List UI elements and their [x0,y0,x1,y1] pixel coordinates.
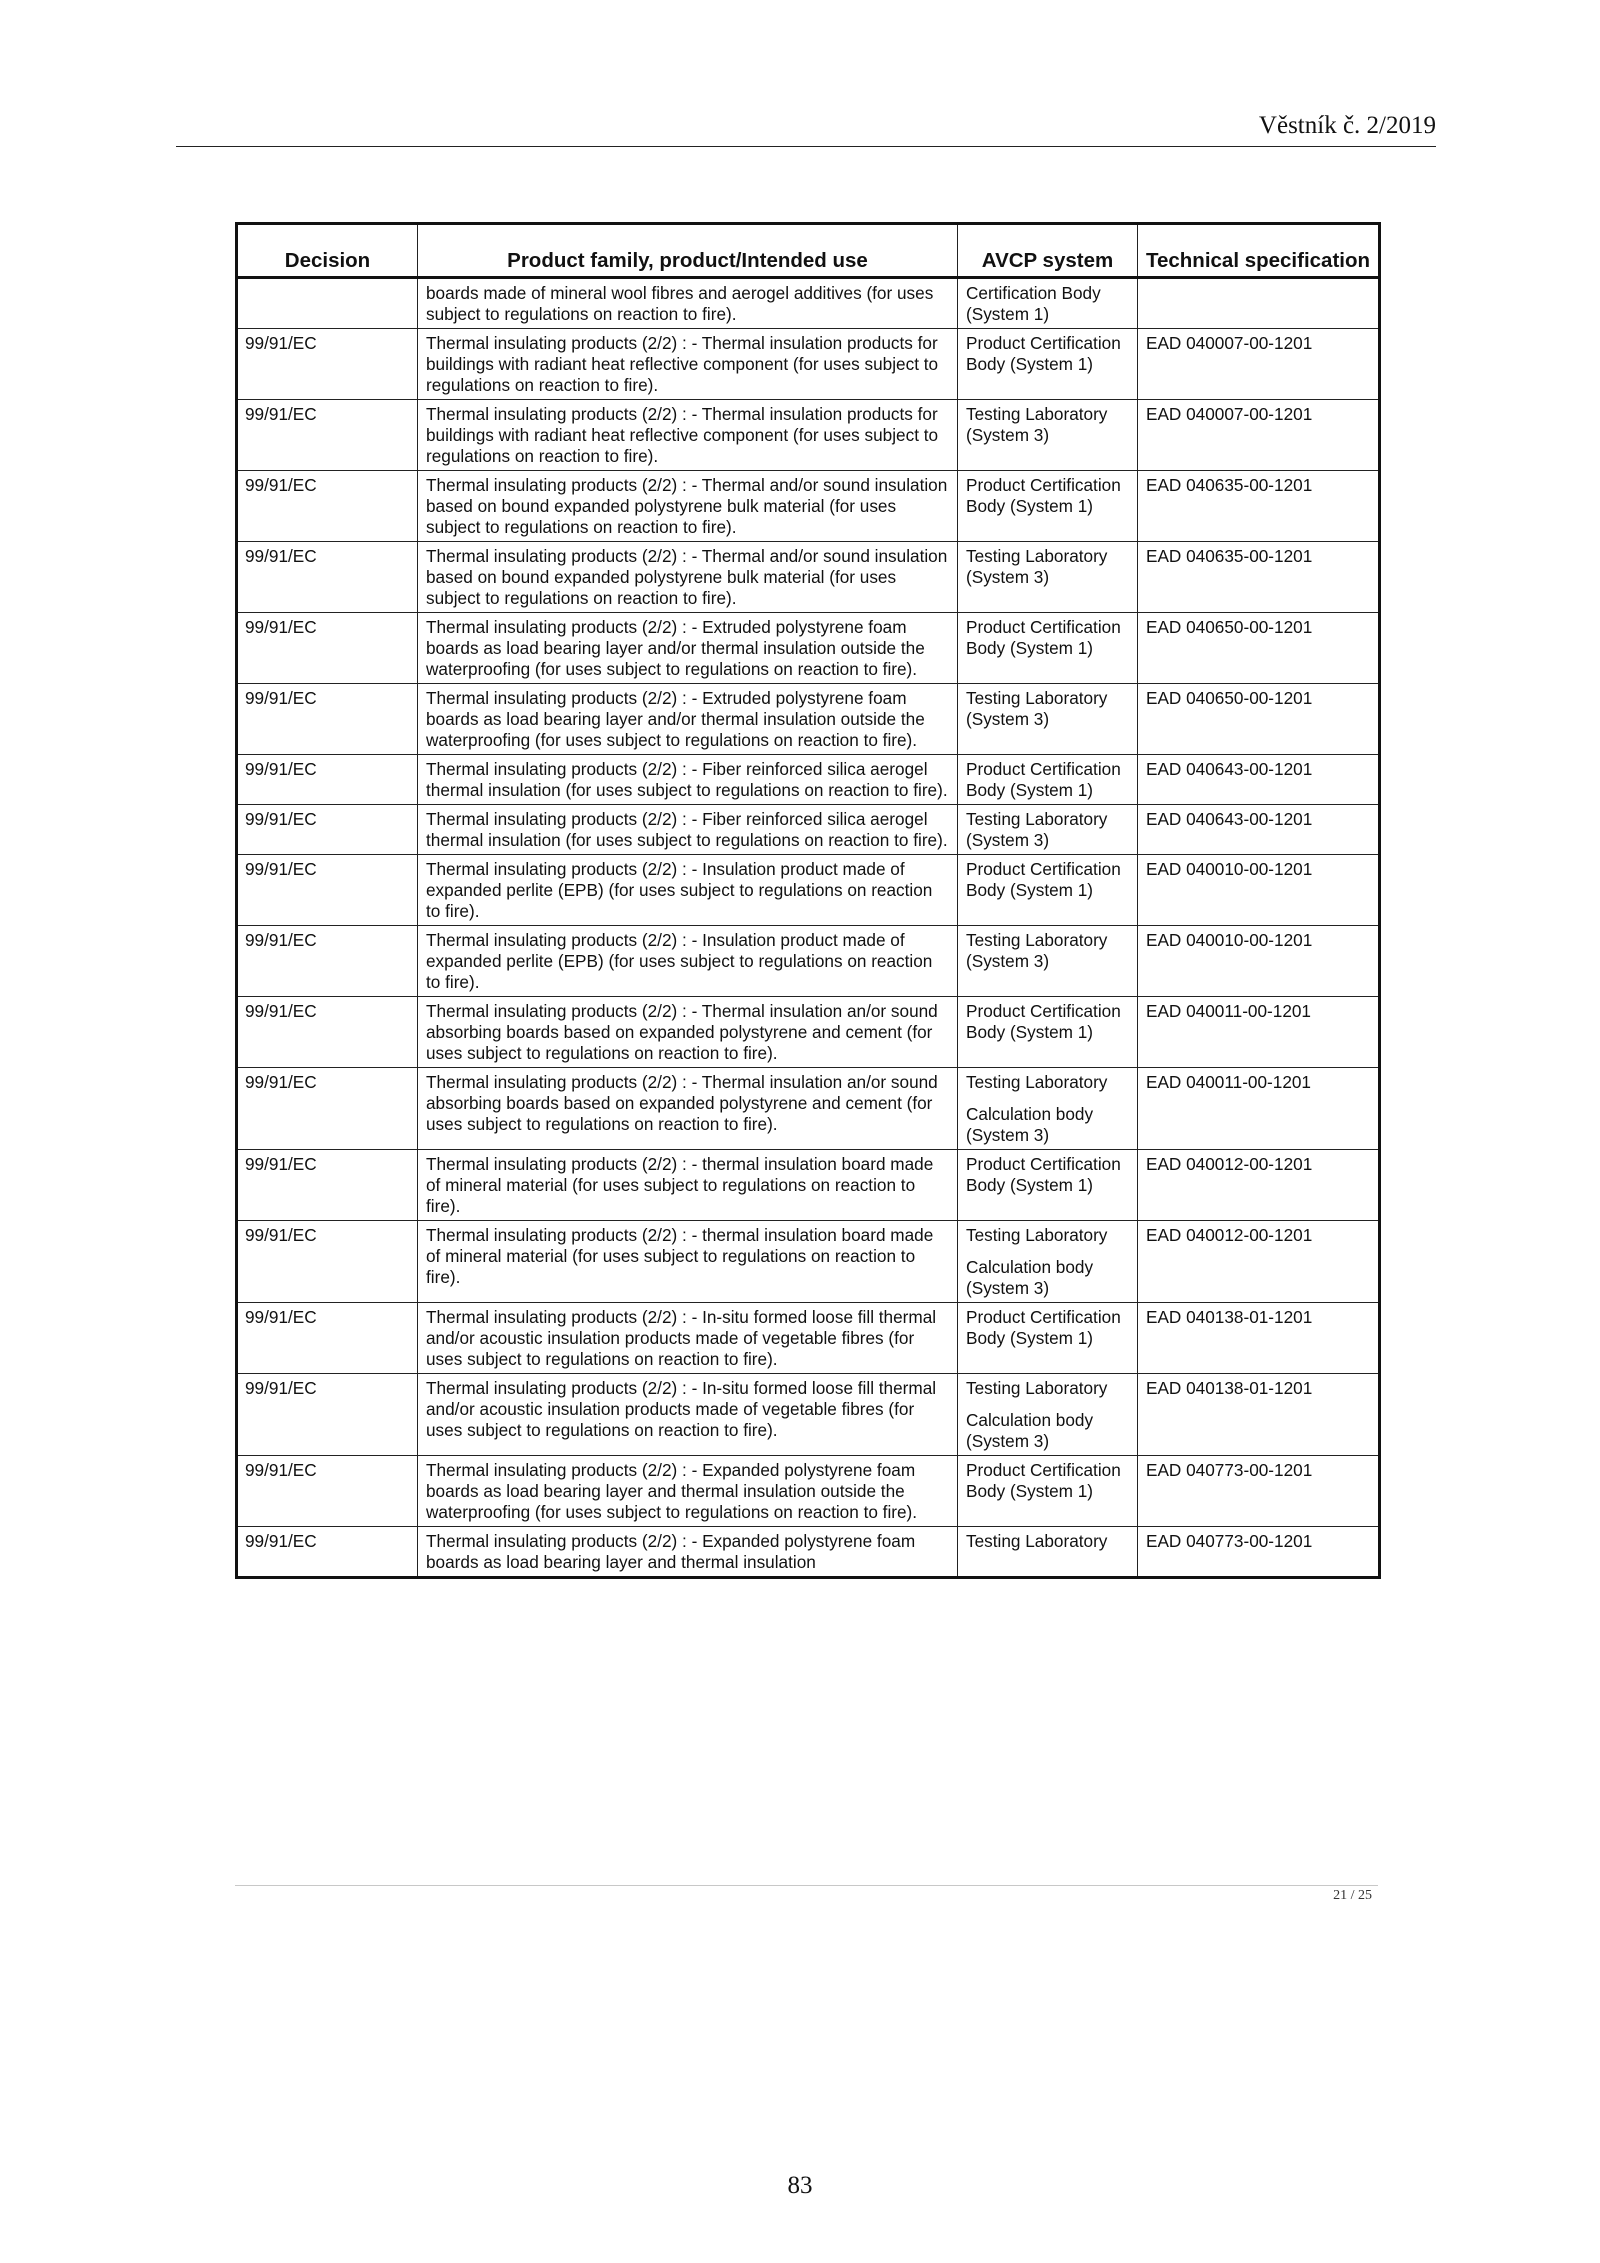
decision-cell: 99/91/EC [237,400,418,471]
column-header-decision: Decision [237,224,418,278]
avcp-cell [958,1303,1138,1374]
avcp-text: Testing Laboratory (System 3) [966,546,1108,587]
decision-cell: 99/91/EC [237,1068,418,1150]
product-cell: Thermal insulating products (2/2) : - Thermal insulation an/or sound absorbing boards based on expanded polystyrene and cement (for uses subject to regulations on reaction to fire). [418,997,958,1068]
table-row [237,997,1380,1068]
avcp-cell [958,1527,1138,1578]
avcp-text: Product Certification Body (System 1) [966,617,1121,658]
avcp-cell [958,926,1138,997]
product-cell: Thermal insulating products (2/2) : - Thermal and/or sound insulation based on bound expanded polystyrene bulk material (for uses subject to regulations on reaction to fire). [418,542,958,613]
product-cell: Thermal insulating products (2/2) : - Insulation product made of expanded perlite (EPB) (for uses subject to regulations on reaction to fire). [418,926,958,997]
avcp-text: Calculation body (System 3) [966,1104,1094,1145]
product-cell: Thermal insulating products (2/2) : - Expanded polystyrene foam boards as load bearing layer and thermal insulation [418,1527,958,1578]
avcp-cell [958,1221,1138,1303]
decision-cell: 99/91/EC [237,997,418,1068]
spec-cell: EAD 040138-01-1201 [1138,1303,1380,1374]
column-header-avcp: AVCP system [958,224,1138,278]
avcp-text: Testing Laboratory [966,1072,1108,1092]
table-row [237,471,1380,542]
table-row [237,684,1380,755]
table-row [237,400,1380,471]
product-cell: Thermal insulating products (2/2) : - In-situ formed loose fill thermal and/or acoustic insulation products made of vegetable fibres (for uses subject to regulations on reaction to fire). [418,1303,958,1374]
avcp-cell [958,805,1138,855]
column-header-spec: Technical specification [1138,224,1380,278]
decision-cell: 99/91/EC [237,1221,418,1303]
avcp-text: Certification Body (System 1) [966,283,1101,324]
specification-table [235,222,1381,1579]
avcp-cell [958,855,1138,926]
table-row [237,278,1380,329]
table-row [237,926,1380,997]
spec-cell: EAD 040007-00-1201 [1138,400,1380,471]
decision-cell: 99/91/EC [237,1527,418,1578]
decision-cell: 99/91/EC [237,329,418,400]
avcp-text: Calculation body (System 3) [966,1257,1094,1298]
product-cell: Thermal insulating products (2/2) : - Thermal and/or sound insulation based on bound expanded polystyrene bulk material (for uses subject to regulations on reaction to fire). [418,471,958,542]
avcp-text: Product Certification Body (System 1) [966,1001,1121,1042]
product-cell: Thermal insulating products (2/2) : - In-situ formed loose fill thermal and/or acoustic insulation products made of vegetable fibres (for uses subject to regulations on reaction to fire). [418,1374,958,1456]
decision-cell: 99/91/EC [237,855,418,926]
product-cell: Thermal insulating products (2/2) : - Thermal insulation products for buildings with radiant heat reflective component (for uses subject to regulations on reaction to fire). [418,400,958,471]
table-row [237,1068,1380,1150]
product-cell: Thermal insulating products (2/2) : - Thermal insulation products for buildings with radiant heat reflective component (for uses subject to regulations on reaction to fire). [418,329,958,400]
table-row [237,1374,1380,1456]
table-row [237,805,1380,855]
table-body [237,278,1380,1578]
avcp-text: Testing Laboratory (System 3) [966,930,1108,971]
product-cell: Thermal insulating products (2/2) : - Fiber reinforced silica aerogel thermal insulation (for uses subject to regulations on reaction to fire). [418,805,958,855]
decision-cell: 99/91/EC [237,471,418,542]
spec-cell: EAD 040138-01-1201 [1138,1374,1380,1456]
product-cell: Thermal insulating products (2/2) : - Insulation product made of expanded perlite (EPB) (for uses subject to regulations on reaction to fire). [418,855,958,926]
avcp-cell [958,1068,1138,1150]
avcp-cell [958,613,1138,684]
avcp-cell [958,1456,1138,1527]
avcp-cell [958,1150,1138,1221]
avcp-cell [958,400,1138,471]
footer-divider [235,1885,1378,1886]
document-header [176,104,1436,147]
spec-cell: EAD 040773-00-1201 [1138,1456,1380,1527]
spec-cell [1138,278,1380,329]
spec-cell: EAD 040012-00-1201 [1138,1221,1380,1303]
product-cell: Thermal insulating products (2/2) : - Extruded polystyrene foam boards as load bearing layer and/or thermal insulation outside the waterproofing (for uses subject to regulations on reaction to fire). [418,684,958,755]
product-cell: Thermal insulating products (2/2) : - thermal insulation board made of mineral material (for uses subject to regulations on reaction to fire). [418,1221,958,1303]
spec-cell: EAD 040635-00-1201 [1138,471,1380,542]
avcp-cell [958,542,1138,613]
table-header-row [237,224,1380,278]
decision-cell: 99/91/EC [237,1150,418,1221]
column-header-product: Product family, product/Intended use [418,224,958,278]
decision-cell: 99/91/EC [237,613,418,684]
spec-cell: EAD 040643-00-1201 [1138,755,1380,805]
table-row [237,542,1380,613]
spec-cell: EAD 040010-00-1201 [1138,855,1380,926]
spec-cell: EAD 040650-00-1201 [1138,684,1380,755]
avcp-cell [958,329,1138,400]
decision-cell: 99/91/EC [237,542,418,613]
avcp-text: Product Certification Body (System 1) [966,759,1121,800]
table-row [237,1456,1380,1527]
spec-cell: EAD 040010-00-1201 [1138,926,1380,997]
journal-title: Věstník č. 2/2019 [1258,112,1436,139]
spec-cell: EAD 040011-00-1201 [1138,997,1380,1068]
product-cell: boards made of mineral wool fibres and aerogel additives (for uses subject to regulations on reaction to fire). [418,278,958,329]
decision-cell: 99/91/EC [237,1303,418,1374]
avcp-text: Product Certification Body (System 1) [966,859,1121,900]
decision-cell: 99/91/EC [237,684,418,755]
spec-cell: EAD 040007-00-1201 [1138,329,1380,400]
table-row [237,613,1380,684]
decision-cell: 99/91/EC [237,805,418,855]
avcp-cell [958,278,1138,329]
table-row [237,1527,1380,1578]
avcp-text: Testing Laboratory [966,1531,1108,1551]
page-number: 83 [787,2172,813,2199]
product-cell: Thermal insulating products (2/2) : - Fiber reinforced silica aerogel thermal insulation (for uses subject to regulations on reaction to fire). [418,755,958,805]
avcp-cell [958,997,1138,1068]
decision-cell: 99/91/EC [237,755,418,805]
decision-cell: 99/91/EC [237,926,418,997]
decision-cell [237,278,418,329]
table-row [237,755,1380,805]
avcp-text: Testing Laboratory [966,1225,1108,1245]
avcp-text: Testing Laboratory (System 3) [966,404,1108,445]
avcp-cell [958,471,1138,542]
product-cell: Thermal insulating products (2/2) : - Expanded polystyrene foam boards as load bearing layer and thermal insulation outside the waterproofing (for uses subject to regulations on reaction to fire). [418,1456,958,1527]
table-row [237,1221,1380,1303]
spec-cell: EAD 040650-00-1201 [1138,613,1380,684]
avcp-text: Testing Laboratory (System 3) [966,688,1108,729]
avcp-text: Product Certification Body (System 1) [966,1307,1121,1348]
page-fraction: 21 / 25 [1333,1888,1372,1903]
spec-cell: EAD 040012-00-1201 [1138,1150,1380,1221]
avcp-text: Calculation body (System 3) [966,1410,1094,1451]
decision-cell: 99/91/EC [237,1374,418,1456]
avcp-cell [958,1374,1138,1456]
spec-cell: EAD 040643-00-1201 [1138,805,1380,855]
avcp-text: Testing Laboratory (System 3) [966,809,1108,850]
avcp-text: Product Certification Body (System 1) [966,475,1121,516]
product-cell: Thermal insulating products (2/2) : - Thermal insulation an/or sound absorbing boards based on expanded polystyrene and cement (for uses subject to regulations on reaction to fire). [418,1068,958,1150]
product-cell: Thermal insulating products (2/2) : - thermal insulation board made of mineral material (for uses subject to regulations on reaction to fire). [418,1150,958,1221]
avcp-cell [958,684,1138,755]
product-cell: Thermal insulating products (2/2) : - Extruded polystyrene foam boards as load bearing layer and/or thermal insulation outside the waterproofing (for uses subject to regulations on reaction to fire). [418,613,958,684]
avcp-text: Product Certification Body (System 1) [966,1154,1121,1195]
spec-cell: EAD 040773-00-1201 [1138,1527,1380,1578]
spec-cell: EAD 040011-00-1201 [1138,1068,1380,1150]
avcp-text: Product Certification Body (System 1) [966,1460,1121,1501]
avcp-text: Product Certification Body (System 1) [966,333,1121,374]
table-row [237,855,1380,926]
spec-cell: EAD 040635-00-1201 [1138,542,1380,613]
decision-cell: 99/91/EC [237,1456,418,1527]
table-row [237,1150,1380,1221]
avcp-cell [958,755,1138,805]
avcp-text: Testing Laboratory [966,1378,1108,1398]
table-row [237,1303,1380,1374]
table-row [237,329,1380,400]
